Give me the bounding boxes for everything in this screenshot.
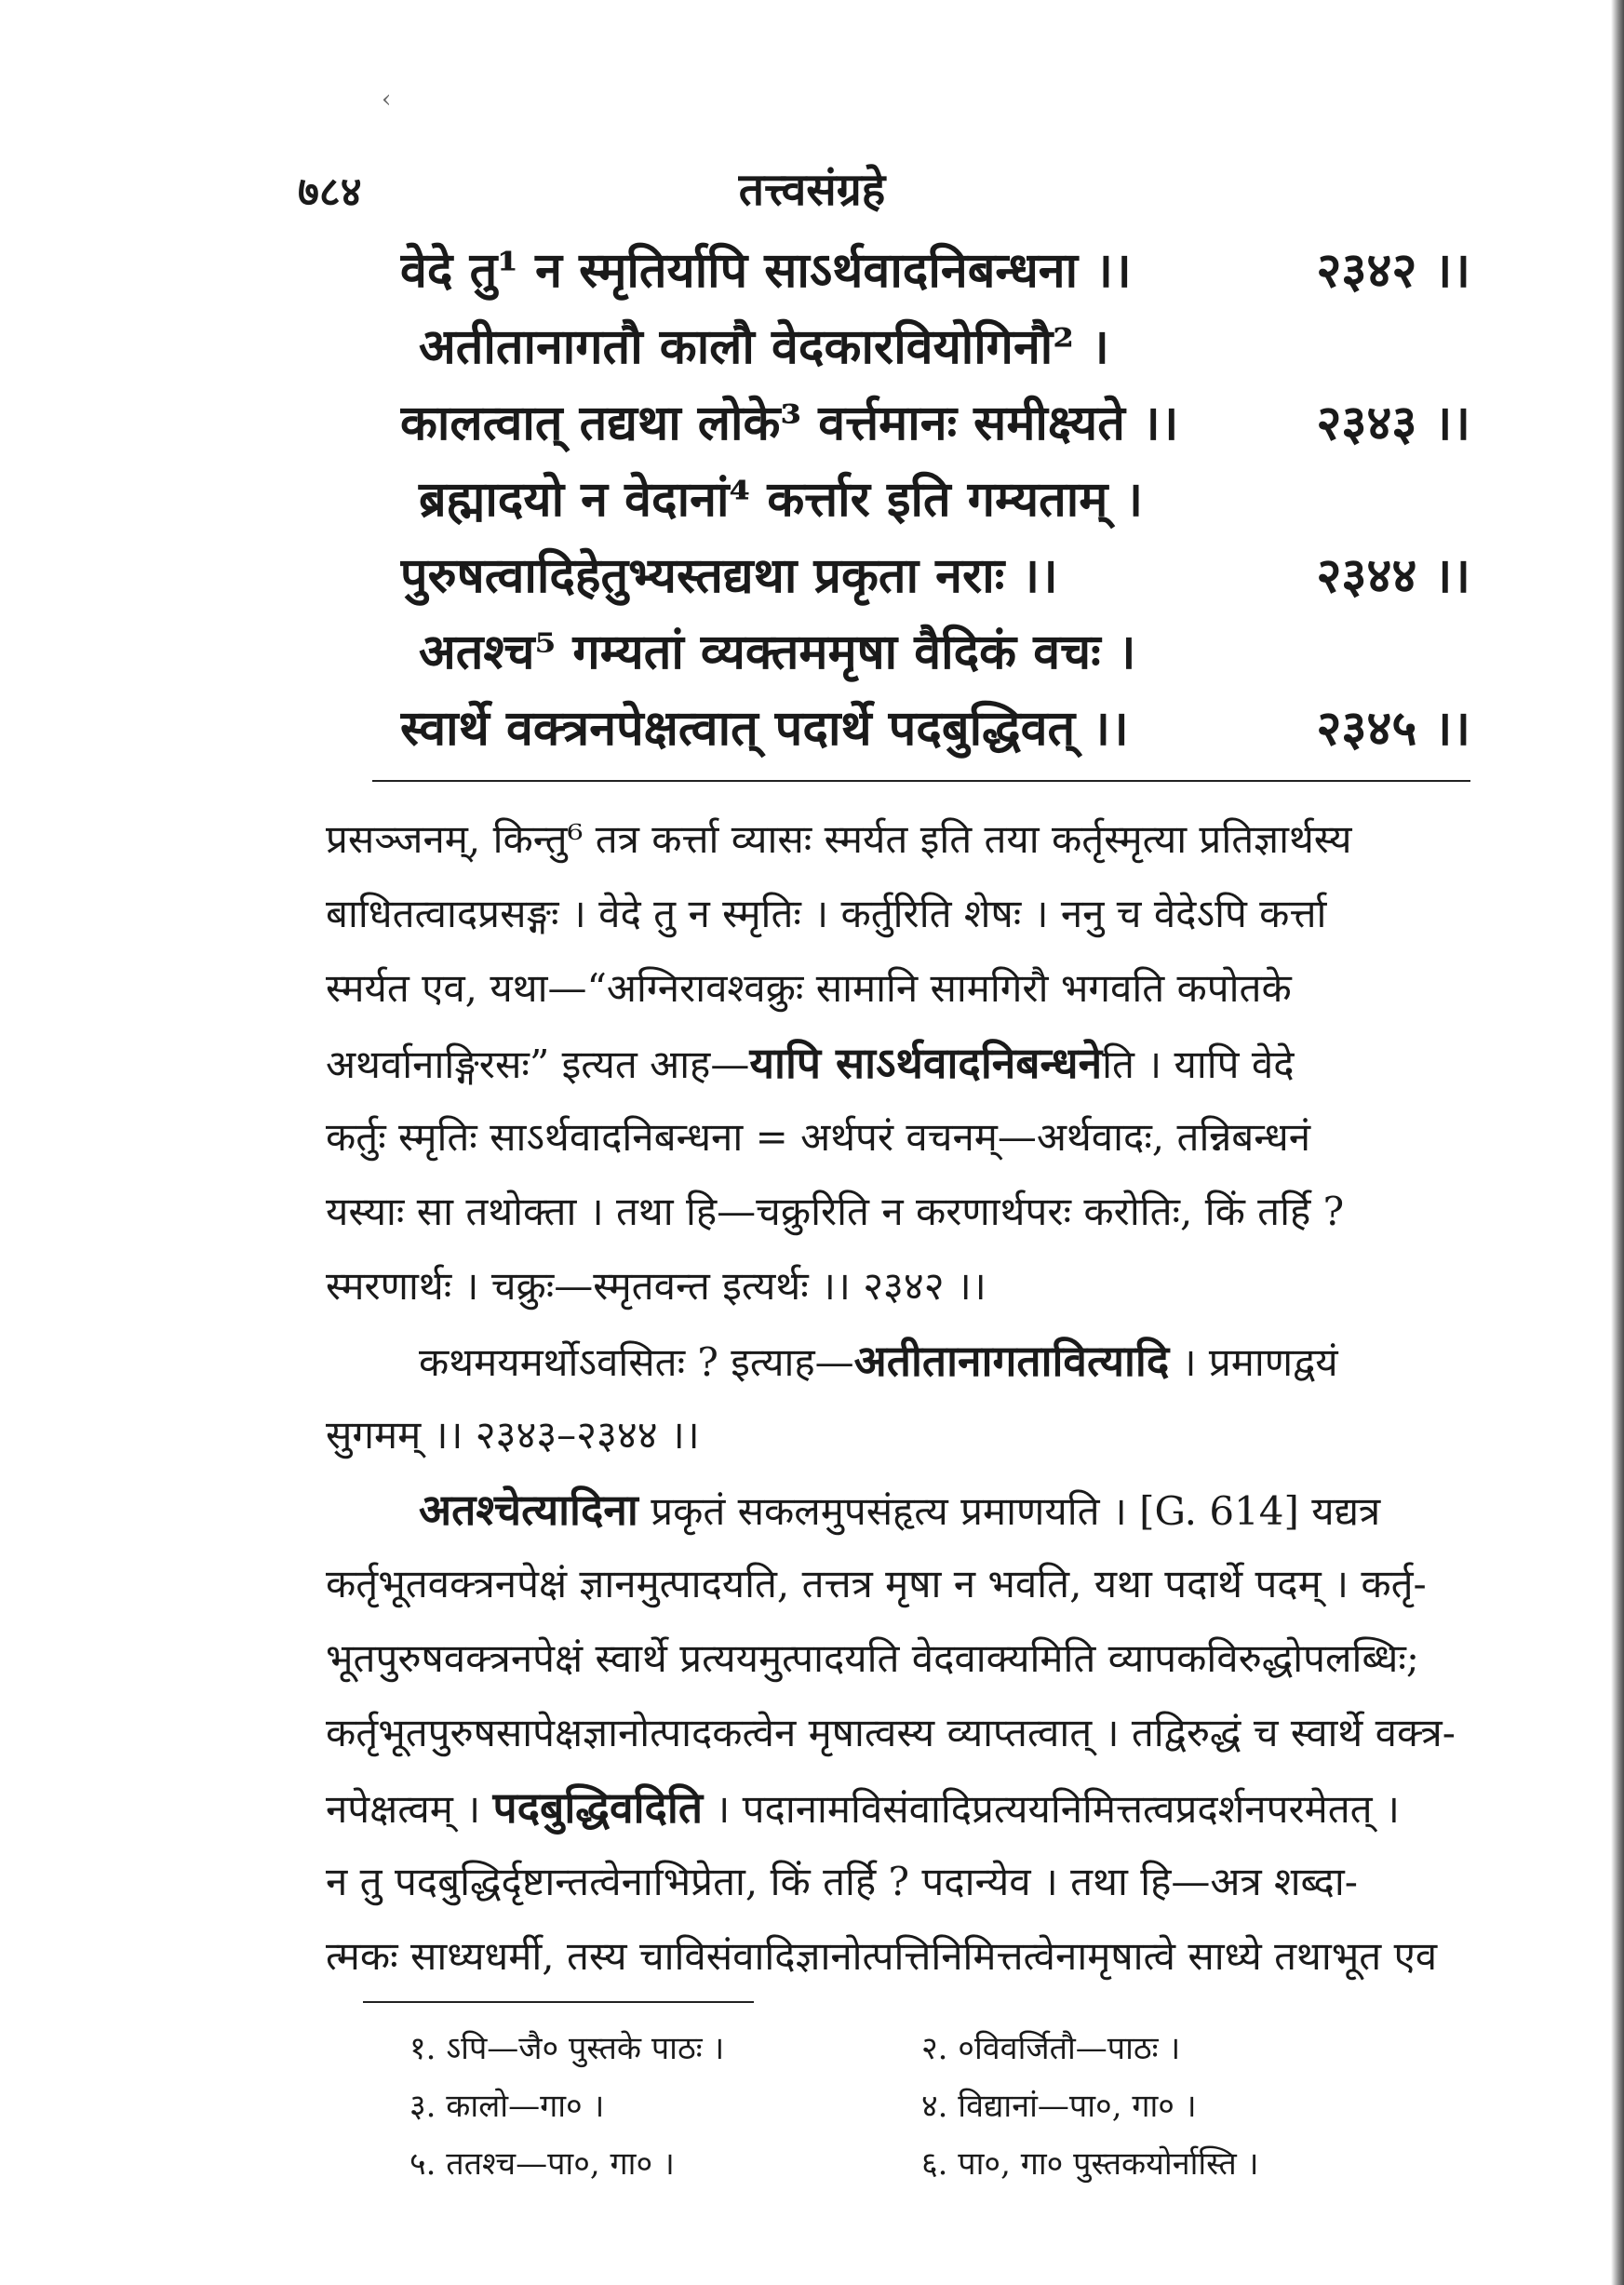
verse-block (400, 233, 1470, 767)
verse-number: २३४४ ।। (1316, 547, 1470, 604)
commentary-line (326, 1919, 1526, 1994)
commentary-text: कर्तृभूतवक्त्रनपेक्षं ज्ञानमुत्पादयति, तत्तत्र मृषा न भवति, यथा पदार्थे पदम् । कर्तृ- (326, 1561, 1427, 1606)
verse-line (400, 462, 1470, 538)
verse-number: २३४२ ।। (1316, 242, 1470, 299)
footnote: ६. पा०, गा० पुस्तकयोर्नास्ति । (921, 2145, 1259, 2183)
verse-text: ब्रह्मादयो न वेदानां⁴ कर्त्तार इति गम्यताम् । (419, 471, 1144, 528)
commentary-text: अथर्वानाङ्गिरसः” इत्यत आह— (326, 1042, 750, 1087)
commentary-line (326, 1175, 1526, 1249)
footnote: १. ऽपि—जै० पुस्तके पाठः । (409, 2030, 725, 2067)
commentary-line (326, 877, 1526, 951)
footnote-row (409, 2020, 1433, 2077)
commentary-text: त्मकः साध्यधर्मी, तस्य चाविसंवादिज्ञानोत्पत्तिनिमित्तत्वेनामृषात्वे साध्ये तथाभूत एव (326, 1933, 1438, 1979)
verse-text: अतश्च⁵ गम्यतां व्यक्तममृषा वैदिकं वचः । (419, 624, 1136, 680)
commentary-text: स्मरणार्थः । चक्रुः—स्मृतवन्त इत्यर्थः ।। २३४२ ।। (326, 1263, 986, 1309)
verse-text: वेदे तु¹ न स्मृतिर्यापि साऽर्थवादनिबन्धना ।। (400, 242, 1132, 299)
lemma-text: यापि साऽर्थवादनिबन्धने (749, 1038, 1103, 1088)
footnotes-block (409, 2020, 1433, 2193)
lemma-text: अतीतानागतावित्यादि (853, 1336, 1170, 1386)
commentary-text: कर्तुः स्मृतिः साऽर्थवादनिबन्धना = अर्थपरं वचनम्—अर्थवादः, तन्निबन्धनं (326, 1114, 1311, 1160)
commentary-text: कर्तृभूतपुरुषसापेक्षज्ञानोत्पादकत्वेन मृषात्वस्य व्याप्तत्वात् । तद्विरुद्धं च स्वार्थे वक्त्र- (326, 1710, 1456, 1755)
commentary-line (326, 1845, 1526, 1919)
commentary-text: भूतपुरुषवक्त्रनपेक्षं स्वार्थे प्रत्ययमुत्पादयति वेदवाक्यमिति व्यापकविरुद्धोपलब्धिः; (326, 1635, 1420, 1681)
commentary-text: ति । यापि वेदे (1102, 1042, 1295, 1087)
footnote: ४. विद्यानां—पा०, गा० । (921, 2088, 1197, 2125)
commentary-line (326, 951, 1526, 1026)
commentary-text: । प्रमाणद्वयं (1169, 1339, 1338, 1385)
commentary-text: न तु पदबुद्धिर्दृष्टान्तत्वेनाभिप्रेता, किं तर्हि ? पदान्येव । तथा हि—अत्र शब्दा- (326, 1859, 1358, 1904)
footnote-row (409, 2135, 1433, 2193)
verse-number: २३४३ ।। (1316, 395, 1470, 451)
footnote: ३. कालो—गा० । (409, 2088, 605, 2125)
commentary-line (326, 1696, 1526, 1770)
commentary-line (326, 1472, 1526, 1547)
page-header (0, 149, 1624, 223)
commentary-text: स्मर्यत एव, यथा—“अग्निरावश्वक्रुः सामानि सामगिरौ भगवति कपोतके (326, 965, 1292, 1011)
commentary-line (326, 1621, 1526, 1696)
commentary-line (326, 1100, 1526, 1175)
lemma-text: अतश्चेत्यादिना (419, 1485, 638, 1535)
verse-number: २३४५ ।। (1316, 700, 1470, 757)
commentary-line (326, 1398, 1526, 1472)
footnote-row (409, 2077, 1433, 2135)
footnote: ५. ततश्च—पा०, गा० । (409, 2145, 675, 2183)
verse-text: स्वार्थे वक्त्रनपेक्षत्वात् पदार्थे पदबुद्धिवत् ।। (400, 700, 1129, 757)
commentary-block (326, 802, 1526, 1994)
footnote-rule (363, 2001, 754, 2003)
verse-line (400, 614, 1470, 691)
verse-text: पुरुषत्वादिहेतुभ्यस्तद्यथा प्रकृता नराः ।। (400, 547, 1058, 604)
commentary-line (326, 1547, 1526, 1621)
commentary-line (326, 802, 1526, 877)
commentary-line (326, 1026, 1526, 1100)
verse-line (400, 309, 1470, 385)
running-title: तत्त्वसंग्रहे (738, 164, 886, 216)
commentary-line (326, 1249, 1526, 1324)
verse-line (400, 385, 1470, 462)
commentary-line (326, 1324, 1526, 1398)
commentary-line (326, 1770, 1526, 1845)
verse-text: कालत्वात् तद्यथा लोके³ वर्त्तमानः समीक्ष्यते ।। (400, 395, 1179, 451)
book-spine-shadow (1611, 0, 1624, 2285)
verse-line (400, 691, 1470, 767)
footnote: २. ०विवर्जितौ—पाठः । (921, 2030, 1181, 2067)
margin-mark: ‹ (382, 86, 392, 114)
commentary-text: नपेक्षत्वम् । (326, 1786, 493, 1832)
verse-text: अतीतानागतौ कालौ वेदकारवियोगिनौ² । (419, 318, 1109, 375)
commentary-text: बाधितत्वादप्रसङ्गः । वेदे तु न स्मृतिः । कर्तुरिति शेषः । ननु च वेदेऽपि कर्त्ता (326, 891, 1327, 936)
commentary-text: यस्याः सा तथोक्ता । तथा हि—चक्रुरिति न करणार्थपरः करोतिः, किं तर्हि ? (326, 1189, 1345, 1234)
commentary-text: प्रकृतं सकलमुपसंहृत्य प्रमाणयति । [G. 614] यद्यत्र (638, 1488, 1381, 1534)
commentary-text: कथमयमर्थोऽवसितः ? इत्याह— (419, 1339, 854, 1385)
verse-line (400, 233, 1470, 309)
commentary-text: । पदानामविसंवादिप्रत्ययनिमित्तत्वप्रदर्शनपरमेतत् । (703, 1786, 1400, 1832)
page-number: ७८४ (298, 168, 362, 216)
divider-rule (372, 780, 1470, 782)
lemma-text: पदबुद्धिवदिति (492, 1782, 704, 1833)
commentary-text: सुगमम् ।। २३४३–२३४४ ।। (326, 1412, 700, 1458)
commentary-text: प्रसञ्जनम्, किन्तु⁶ तत्र कर्त्ता व्यासः स्मर्यत इति तया कर्तृस्मृत्या प्रतिज्ञार्थस्य (326, 816, 1352, 862)
verse-line (400, 538, 1470, 614)
